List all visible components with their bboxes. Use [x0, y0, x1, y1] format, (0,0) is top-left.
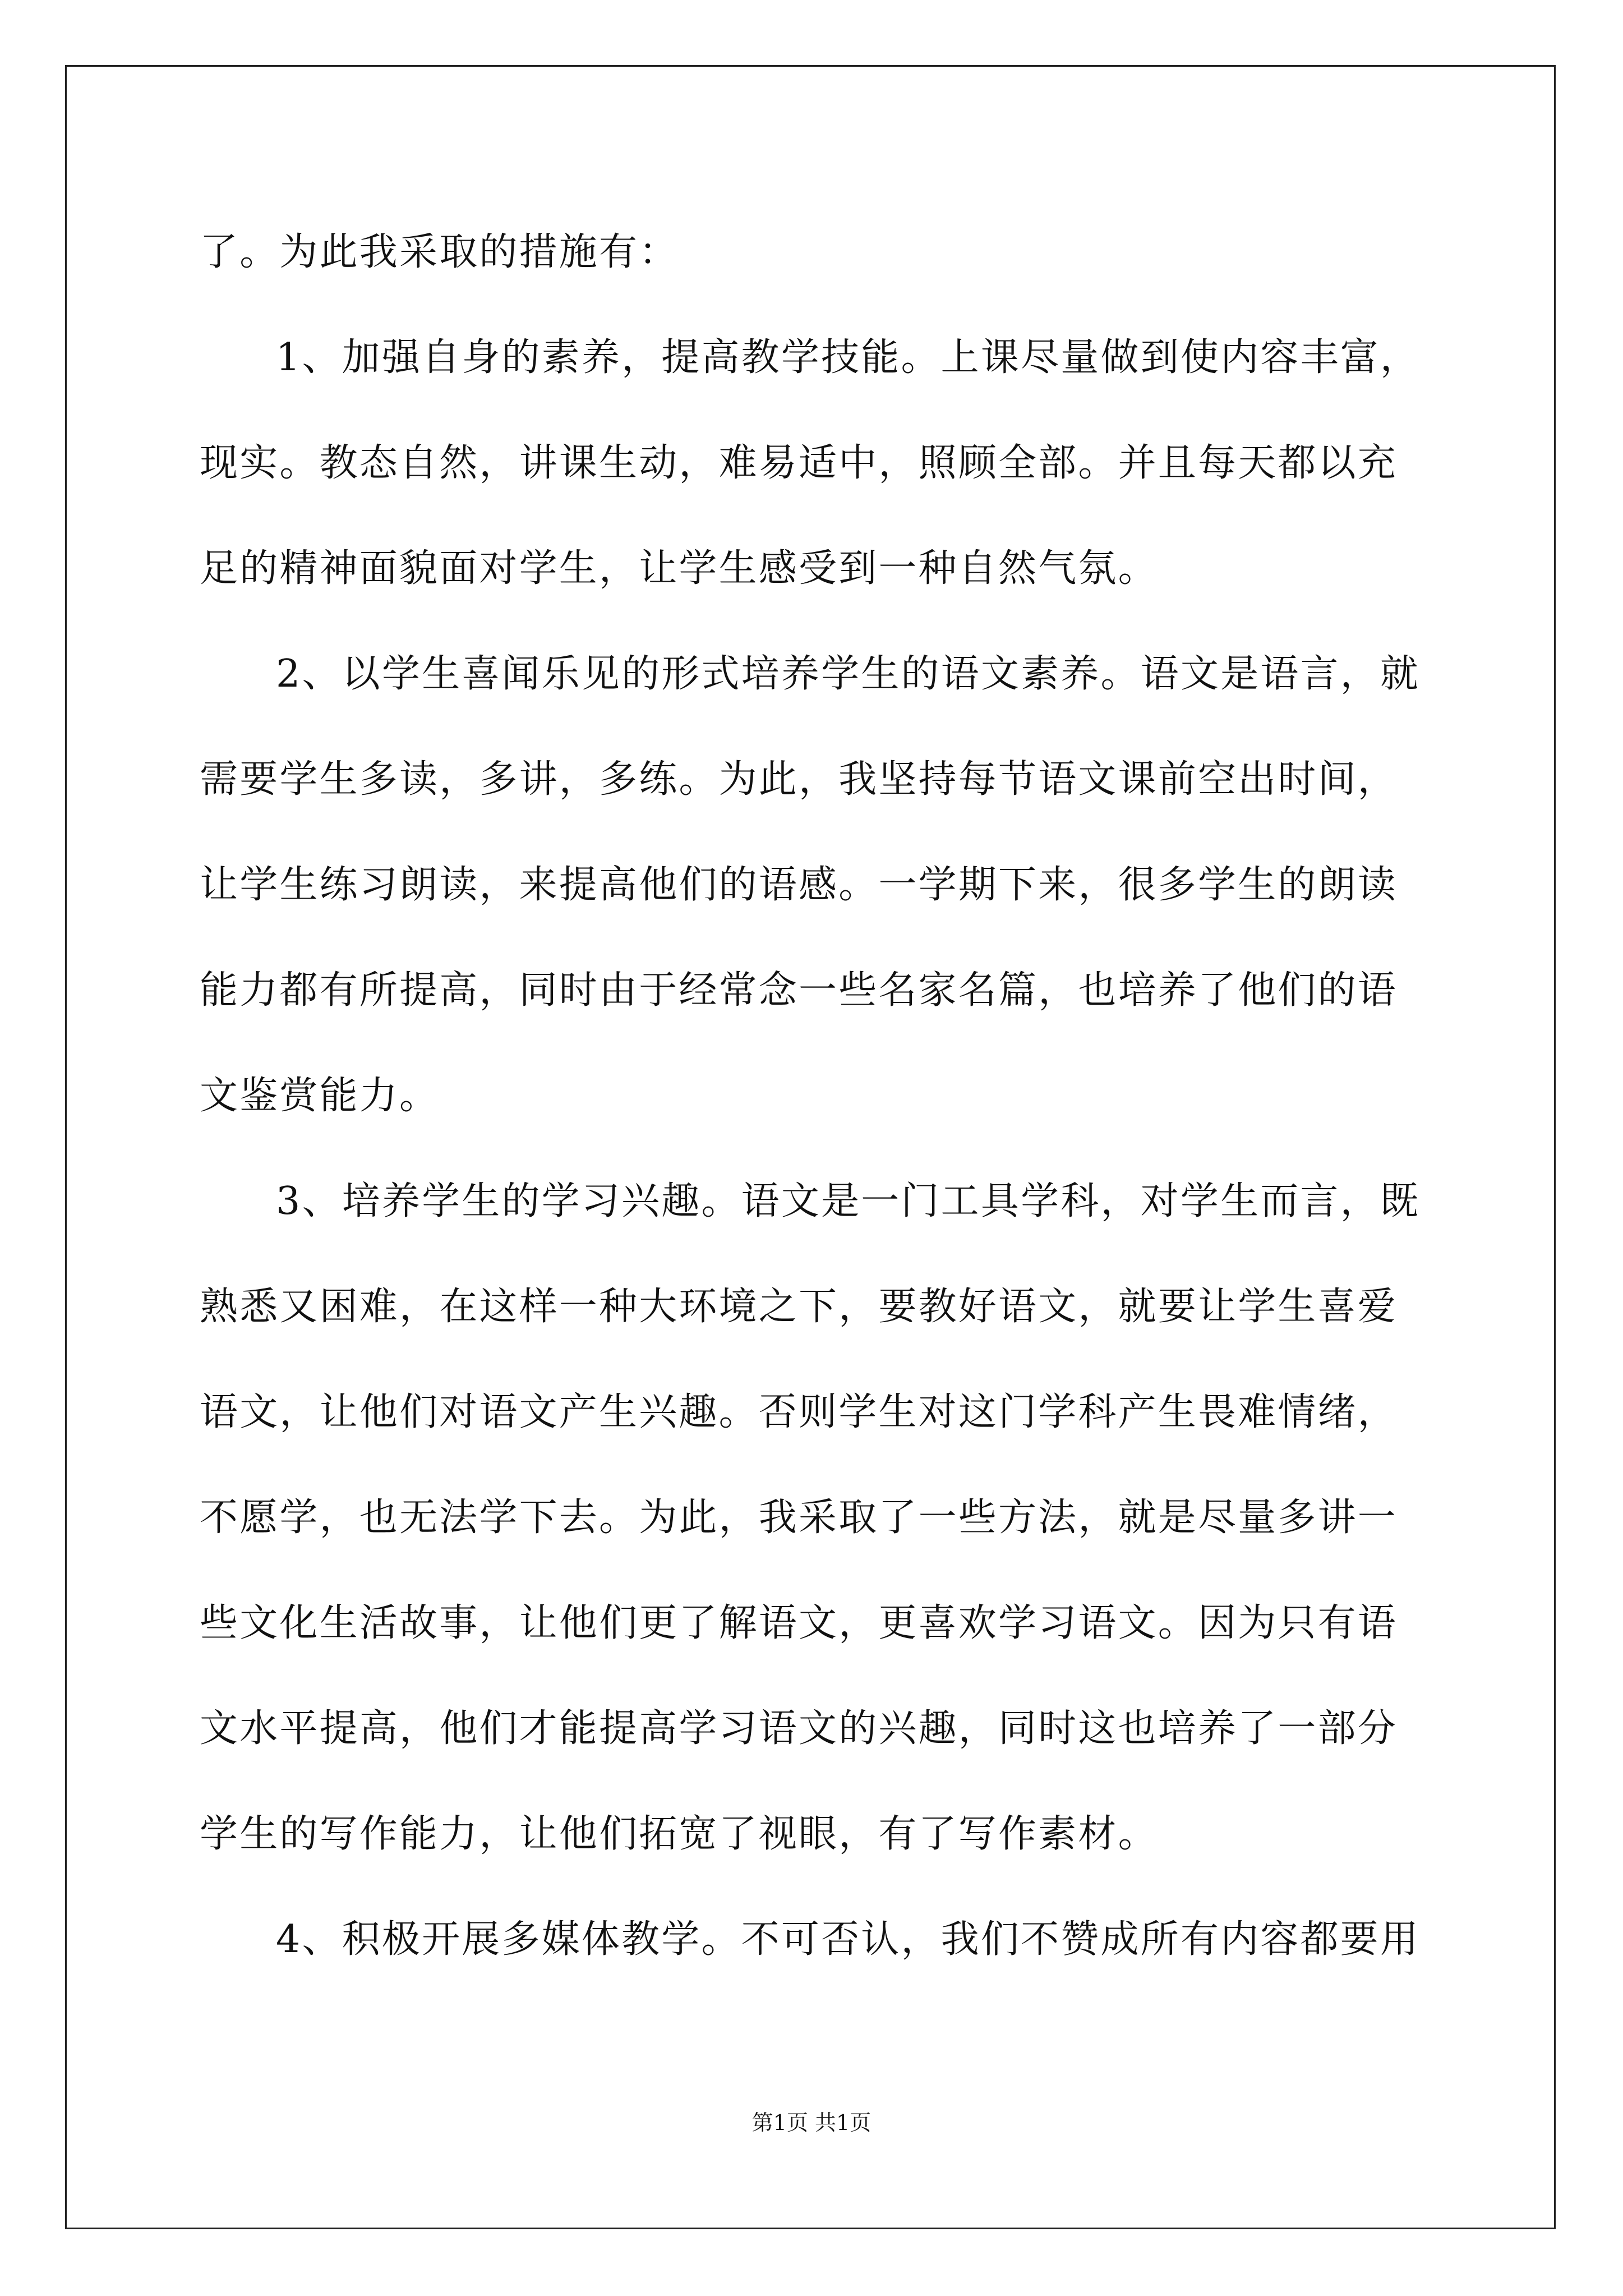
page-footer: 第1页 共1页	[751, 2110, 872, 2135]
text-line: 了。为此我采取的措施有：	[200, 230, 679, 274]
text-line: 2、以学生喜闻乐见的形式培养学生的语文素养。语文是语言，就	[276, 652, 1421, 696]
text-line: 让学生练习朗读，来提高他们的语感。一学期下来，很多学生的朗读	[200, 863, 1398, 907]
text-line: 学生的写作能力，让他们拓宽了视眼，有了写作素材。	[200, 1812, 1158, 1856]
text-line: 能力都有所提高，同时由于经常念一些名家名篇，也培养了他们的语	[200, 968, 1398, 1013]
text-line: 3、培养学生的学习兴趣。语文是一门工具学科，对学生而言，既	[276, 1179, 1421, 1223]
text-line: 足的精神面貌面对学生，让学生感受到一种自然气氛。	[200, 546, 1158, 591]
text-line: 不愿学，也无法学下去。为此，我采取了一些方法，就是尽量多讲一	[200, 1496, 1398, 1540]
text-line: 现实。教态自然，讲课生动，难易适中，照顾全部。并且每天都以充	[200, 441, 1398, 485]
text-line: 些文化生活故事，让他们更了解语文，更喜欢学习语文。因为只有语	[200, 1601, 1398, 1645]
text-line: 熟悉又困难，在这样一种大环境之下，要教好语文，就要让学生喜爱	[200, 1285, 1398, 1329]
text-line: 语文，让他们对语文产生兴趣。否则学生对这门学科产生畏难情绪，	[200, 1390, 1398, 1434]
text-line: 1、加强自身的素养，提高教学技能。上课尽量做到使内容丰富，	[276, 335, 1421, 380]
text-line: 文鉴赏能力。	[200, 1074, 440, 1118]
text-line: 文水平提高，他们才能提高学习语文的兴趣，同时这也培养了一部分	[200, 1706, 1398, 1751]
text-line: 4、积极开展多媒体教学。不可否认，我们不赞成所有内容都要用	[276, 1917, 1421, 1962]
text-line: 需要学生多读，多讲，多练。为此，我坚持每节语文课前空出时间，	[200, 757, 1398, 802]
